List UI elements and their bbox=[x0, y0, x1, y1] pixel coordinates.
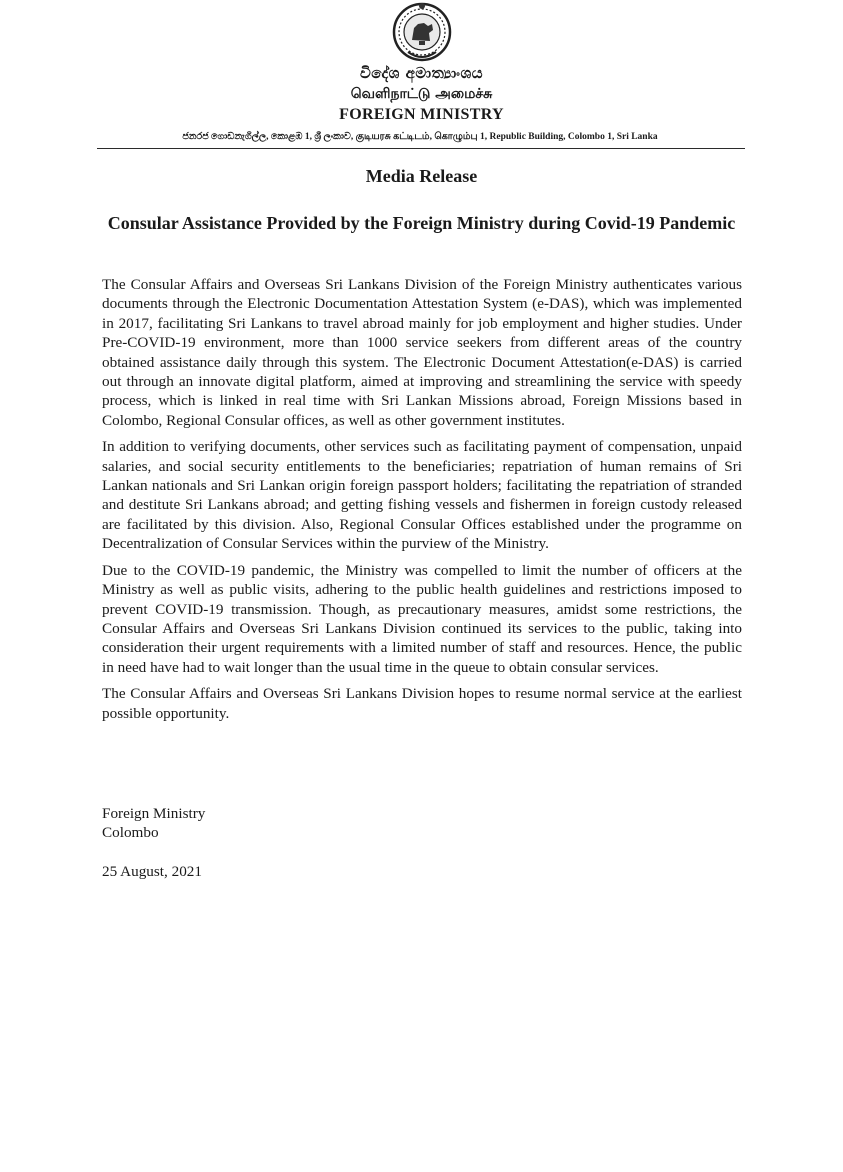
letterhead-divider bbox=[97, 148, 745, 149]
release-title: Consular Assistance Provided by the Foreign Ministry during Covid-19 Pandemic bbox=[107, 213, 736, 233]
release-date: 25 August, 2021 bbox=[102, 863, 202, 880]
document-heading: Media Release bbox=[365, 166, 478, 186]
letterhead-english-name: FOREIGN MINISTRY bbox=[339, 106, 504, 123]
signature-line-city: Colombo bbox=[102, 824, 159, 842]
body-paragraph: The Consular Affairs and Overseas Sri Lankans Division hopes to resume normal service at the earliest possible opportunity. bbox=[102, 685, 742, 722]
signature-line-ministry: Foreign Ministry bbox=[102, 805, 206, 822]
sri-lanka-state-emblem-icon bbox=[390, 0, 454, 66]
letterhead-address: ජනරජ ගොඩනැගිල්ල, කොළඹ 1, ශ්‍රී ලංකාව, குடியரசு கட்டிடம், கொழும்பு 1, Republic Building, Colombo 1, Sri Lanka bbox=[182, 132, 658, 142]
letterhead-tamil-name: வெளிநாட்டு அமைச்சு bbox=[350, 86, 493, 102]
letterhead-sinhala-name: විදේශ අමාත්‍යාංශය bbox=[360, 64, 483, 82]
release-body bbox=[102, 275, 742, 730]
body-paragraph: The Consular Affairs and Overseas Sri Lankans Division of the Foreign Ministry authenticates various documents through the Electronic Documentation Attestation System (e-DAS), which was implemented in 2017, facilitating Sri Lankans to travel abroad mainly for job employment and higher studies. Under Pre-COVID-19 environment, more than 1000 service seekers from different areas of the country obtained assistance daily through this system. The Electronic Document Attestation(e-DAS) is carried out through an innovate digital platform, aimed at improving and streamlining the service with speedy process, which is linked in real time with Sri Lankan Missions abroad, Foreign Missions based in Colombo, Regional Consular offices, as well as other government institutes. bbox=[102, 276, 742, 429]
signature-block bbox=[102, 804, 205, 843]
body-paragraph: In addition to verifying documents, other services such as facilitating payment of compensation, unpaid salaries, and social security entitlements to the beneficiaries; repatriation of human remains of Sri Lankan nationals and Sri Lankan origin foreign passport holders; facilitating the repatriation of stranded and destitute Sri Lankans abroad; and getting fishing vessels and fishermen in foreign custody released are facilitated by this division. Also, Regional Consular Offices established under the programme on Decentralization of Consular Services within the purview of the Ministry. bbox=[102, 438, 742, 553]
body-paragraph: Due to the COVID-19 pandemic, the Ministry was compelled to limit the number of officers at the Ministry as well as public visits, adhering to the public health guidelines and restrictions imposed to prevent COVID-19 transmission. Though, as precautionary measures, amidst some restrictions, the Consular Affairs and Overseas Sri Lankans Division continued its services to the public, taking into consideration their urgent requirements with a limited number of staff and resources. Hence, the public in need have had to wait longer than the usual time in the queue to obtain consular services. bbox=[102, 561, 742, 676]
